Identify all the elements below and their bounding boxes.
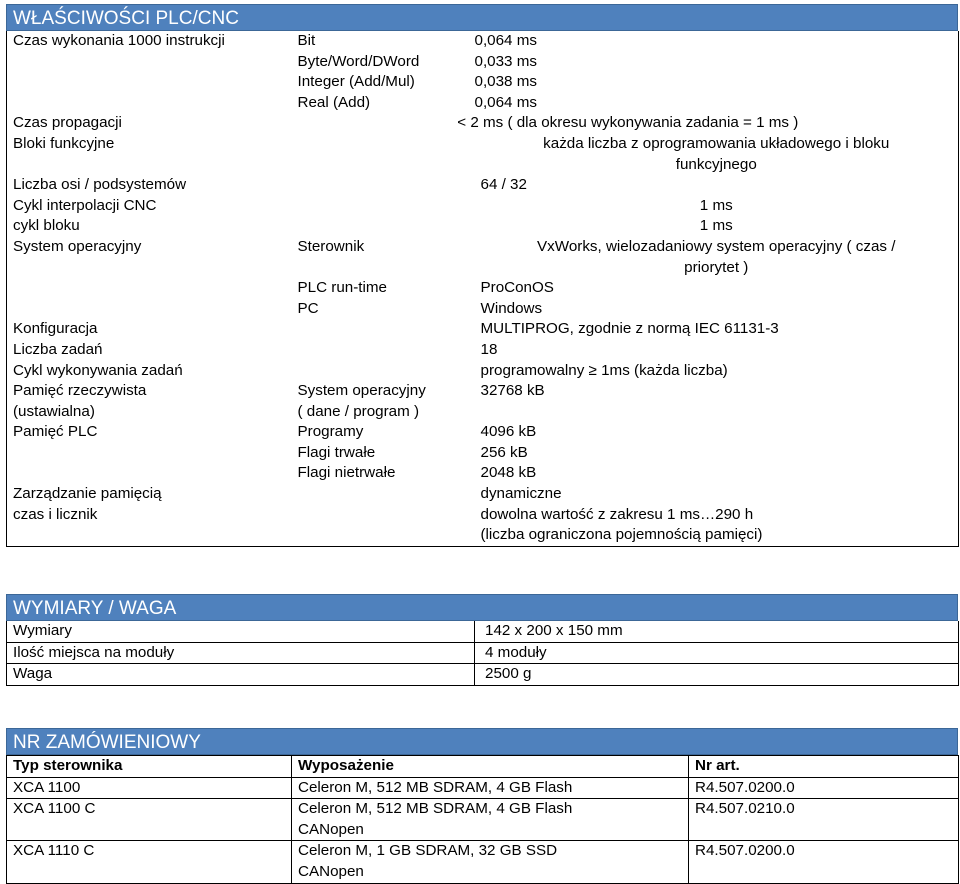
row-value: 1 ms [699,196,733,214]
table-row [7,52,959,73]
cell-type: XCA 1110 C [7,841,292,883]
row-value: 18 [480,340,498,358]
row-sub [292,484,469,505]
cell-article: R4.507.0200.0 [689,777,959,799]
table-row [7,642,959,664]
row-value: 0,064 ms [474,93,537,111]
row-value: 64 / 32 [480,176,527,194]
row-label: Waga [7,664,475,686]
row-value: MULTIPROG, zgodnie z normą IEC 61131-3 [480,320,779,338]
row-label [7,381,292,422]
table-row [7,841,959,883]
row-label [7,93,292,114]
cell-equipment-line2: CANopen [298,862,364,880]
row-value: Windows [480,299,543,317]
row-value: 32768 kB [480,382,545,400]
cell-equipment [292,799,689,841]
table-row [7,664,959,686]
header-equipment: Wyposażenie [292,756,689,778]
table-row [7,72,959,93]
row-label: Wymiary [7,621,475,642]
row-label: Cykl wykonywania zadań [13,361,183,379]
table-row [7,175,959,196]
order-table [6,755,959,884]
row-value: 2048 kB [480,464,537,482]
row-label: Konfiguracja [13,320,98,338]
table-row [7,319,959,340]
row-label [7,443,292,464]
row-value: 4096 kB [480,423,537,441]
row-label: Liczba osi / podsystemów [13,176,187,194]
cell-type: XCA 1100 C [7,799,292,841]
properties-title: WŁAŚCIWOŚCI PLC/CNC [6,4,958,31]
row-label [7,72,292,93]
row-sub: Programy [297,423,364,441]
row-label: Bloki funkcyjne [13,134,115,152]
cell-equipment-line1: Celeron M, 1 GB SDRAM, 32 GB SSD [298,842,558,860]
table-row [7,113,959,134]
row-value-line2: priorytet ) [684,258,749,276]
row-sub [292,381,469,422]
row-value: 256 kB [480,443,528,461]
table-row [7,31,959,52]
row-value: ProConOS [480,279,554,297]
table-row [7,484,959,505]
row-label [7,299,292,320]
row-sub [292,319,469,340]
row-label: Pamięć PLC [13,423,98,441]
table-row [7,216,959,237]
row-sub: Integer (Add/Mul) [297,73,415,91]
row-label [7,278,292,299]
row-value-line1: dowolna wartość z zakresu 1 ms…290 h [480,505,754,523]
row-sub: Flagi nietrwałe [297,464,396,482]
row-sub: PC [297,299,319,317]
table-row [7,381,959,422]
row-sub: Byte/Word/DWord [297,52,420,70]
table-row [7,621,959,642]
table-row [7,278,959,299]
order-section [6,728,958,884]
dimensions-table [6,621,959,686]
row-label: cykl bloku [13,217,80,235]
table-row [7,443,959,464]
properties-table [6,31,959,547]
row-sub [292,216,469,237]
row-label: Czas propagacji [13,114,122,132]
row-sub [292,196,469,217]
table-row [7,196,959,217]
row-value-line2: (liczba ograniczona pojemnością pamięci) [480,526,763,544]
row-sub: PLC run-time [297,279,387,297]
table-header-row [7,756,959,778]
properties-section [6,4,958,547]
cell-article: R4.507.0200.0 [689,841,959,883]
row-sub-line2: ( dane / program ) [297,402,420,420]
row-label [7,52,292,73]
row-value-line1: VxWorks, wielozadaniowy system operacyjny ( czas / [537,237,896,255]
row-value: < 2 ms ( dla okresu wykonywania zadania = 1 ms ) [457,114,799,132]
table-row [7,340,959,361]
table-row [7,299,959,320]
table-row [7,361,959,382]
row-value: 0,064 ms [474,32,537,49]
row-value-line1: każda liczba z oprogramowania układowego i bloku [543,134,890,152]
header-article: Nr art. [689,756,959,778]
row-value: 2500 g [475,664,959,686]
header-type: Typ sterownika [7,756,292,778]
cell-type: XCA 1100 [7,777,292,799]
row-label-line1: Pamięć rzeczywista [13,382,147,400]
dimensions-title: WYMIARY / WAGA [6,594,958,621]
row-sub [292,361,469,382]
row-value: 0,038 ms [474,73,537,91]
row-value: 4 moduły [475,642,959,664]
table-row [7,237,959,278]
cell-equipment [292,841,689,883]
row-value-line2: funkcyjnego [675,155,757,173]
table-row [7,134,959,175]
table-row [7,463,959,484]
row-value: 0,033 ms [474,52,537,70]
row-label-line2: (ustawialna) [13,402,95,420]
row-sub [292,340,469,361]
table-row [7,799,959,841]
row-label: Czas wykonania 1000 instrukcji [13,32,225,49]
row-label [7,463,292,484]
row-value [469,237,959,278]
row-value [469,505,959,547]
table-row [7,505,959,547]
cell-article: R4.507.0210.0 [689,799,959,841]
cell-equipment-line1: Celeron M, 512 MB SDRAM, 4 GB Flash [298,800,573,818]
cell-equipment-line2: CANopen [298,820,364,838]
row-label: czas i licznik [13,505,98,523]
row-sub [292,505,469,547]
cell-equipment: Celeron M, 512 MB SDRAM, 4 GB Flash [292,777,689,799]
row-label: Liczba zadań [13,340,103,358]
dimensions-section [6,594,958,686]
row-sub [292,175,469,196]
table-row [7,777,959,799]
table-row [7,93,959,114]
row-sub [292,134,469,175]
row-value [469,134,959,175]
row-value: dynamiczne [480,485,562,503]
row-label: System operacyjny [13,237,142,255]
row-sub: Bit [297,32,316,49]
row-value: 1 ms [699,217,733,235]
order-title: NR ZAMÓWIENIOWY [6,728,958,755]
table-row [7,422,959,443]
row-value: programowalny ≥ 1ms (każda liczba) [480,361,728,379]
row-value: 142 x 200 x 150 mm [475,621,959,642]
row-sub: Sterownik [297,237,365,255]
row-sub: Real (Add) [297,93,371,111]
row-sub: Flagi trwałe [297,443,376,461]
row-label: Zarządzanie pamięcią [13,485,162,503]
row-label: Cykl interpolacji CNC [13,196,157,214]
row-label: Ilość miejsca na moduły [7,642,475,664]
row-sub-line1: System operacyjny [297,382,426,400]
